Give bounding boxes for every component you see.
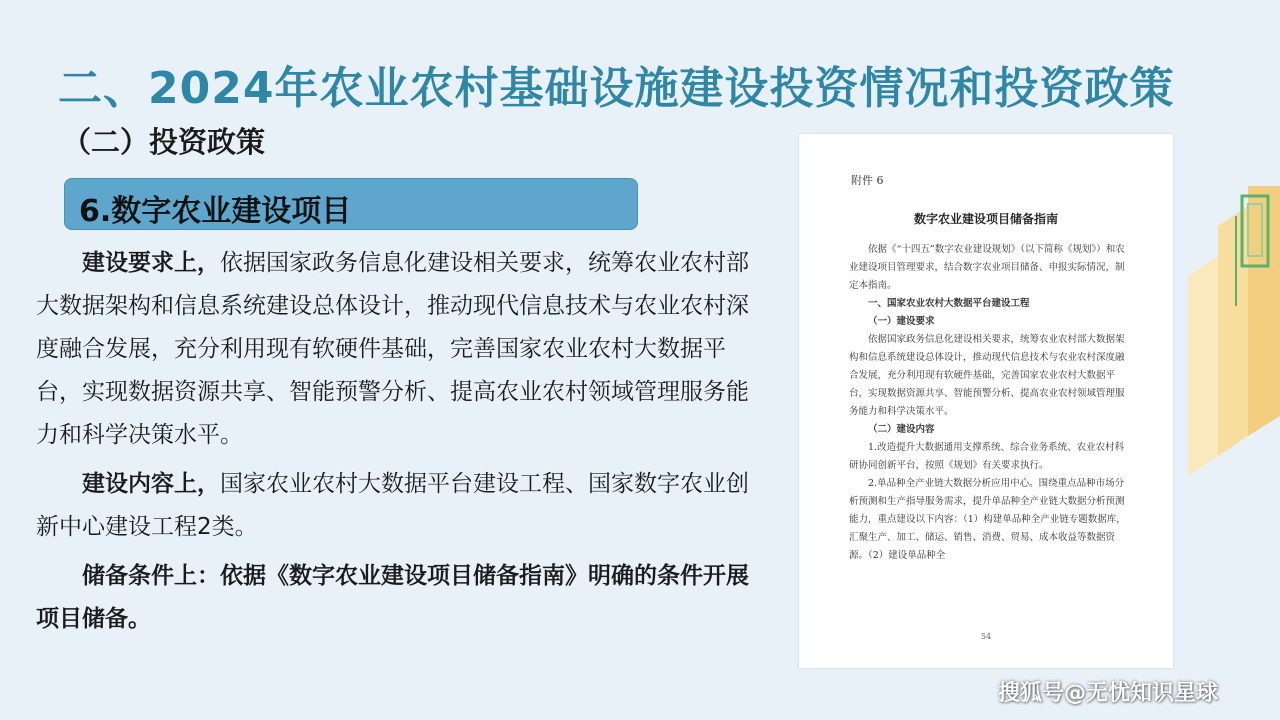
document-page	[799, 134, 1173, 668]
paragraph-content-scope	[36, 463, 758, 549]
body-text	[36, 242, 758, 647]
document-intro: 依据《“十四五”数字农业建设规划》（以下简称《规划》）和农业建设项目管理要求，结合数字农业项目储备、申报实际情况，制定本指南。	[849, 244, 1125, 291]
paragraph-lead: 建设要求上，	[82, 250, 220, 276]
document-subheading: （二）建设内容	[868, 424, 935, 435]
paragraph-content: 依据国家政务信息化建设相关要求，统筹农业农村部大数据架构和信息系统建设总体设计，推动现代信息技术与农业农村深度融合发展，充分利用现有软硬件基础，完善国家农业农村大数据平台，实现数据资源共享、智能预警分析、提高农业农村领域管理服务能力和科学决策水平。	[36, 250, 749, 448]
paragraph-lead: 建设内容上，	[82, 471, 220, 497]
section-banner	[64, 178, 638, 230]
document-paragraph: 1.改造提升大数据通用支撑系统、综合业务系统、农业农村科研协同创新平台，按照《规划》有关要求执行。	[849, 442, 1125, 471]
document-body	[849, 241, 1127, 565]
document-title: 数字农业建设项目储备指南	[913, 212, 1058, 226]
paragraph-requirements	[36, 242, 758, 457]
document-section-heading: 一、国家农业农村大数据平台建设工程	[868, 298, 1030, 309]
slide-title: 二、2024年农业农村基础设施建设投资情况和投资政策	[58, 63, 1175, 114]
document-paragraph: 依据国家政务信息化建设相关要求，统筹农业农村部大数据架构和信息系统建设总体设计，推动现代信息技术与农业农村深度融合发展，充分利用现有软硬件基础，完善国家农业农村大数据平台，实现数据资源共享、智能预警分析、提高农业农村领域管理服务能力和科学决策水平。	[849, 334, 1125, 417]
paragraph-content: 国家农业农村大数据平台建设工程、国家数字农业创新中心建设工程2类。	[36, 471, 749, 540]
paragraph-lead: 储备条件上：依据《数字农业建设项目储备指南》明确的条件开展项目储备。	[36, 563, 749, 632]
watermark: 搜狐号@无忧知识星球	[998, 681, 1219, 706]
document-page-number: 54	[980, 632, 992, 641]
document-attachment-label: 附件 6	[851, 174, 884, 187]
document-paragraph: 2.单品种全产业链大数据分析应用中心。围绕重点品种市场分析预测和生产指导服务需求，提升单品种全产业链大数据分析预测能力，重点建设以下内容：（1）构建单品种全产业链专题数据库，汇聚生产、加工、储运、销售、消费、贸易、成本收益等数据资源。（2）建设单品种全	[849, 478, 1126, 561]
document-subheading: （一）建设要求	[868, 316, 935, 327]
decorative-building-graphic	[1188, 186, 1280, 476]
paragraph-reserve-conditions	[36, 555, 758, 641]
section-subtitle: （二）投资政策	[62, 125, 266, 159]
banner-label: 6.数字农业建设项目	[79, 194, 352, 229]
